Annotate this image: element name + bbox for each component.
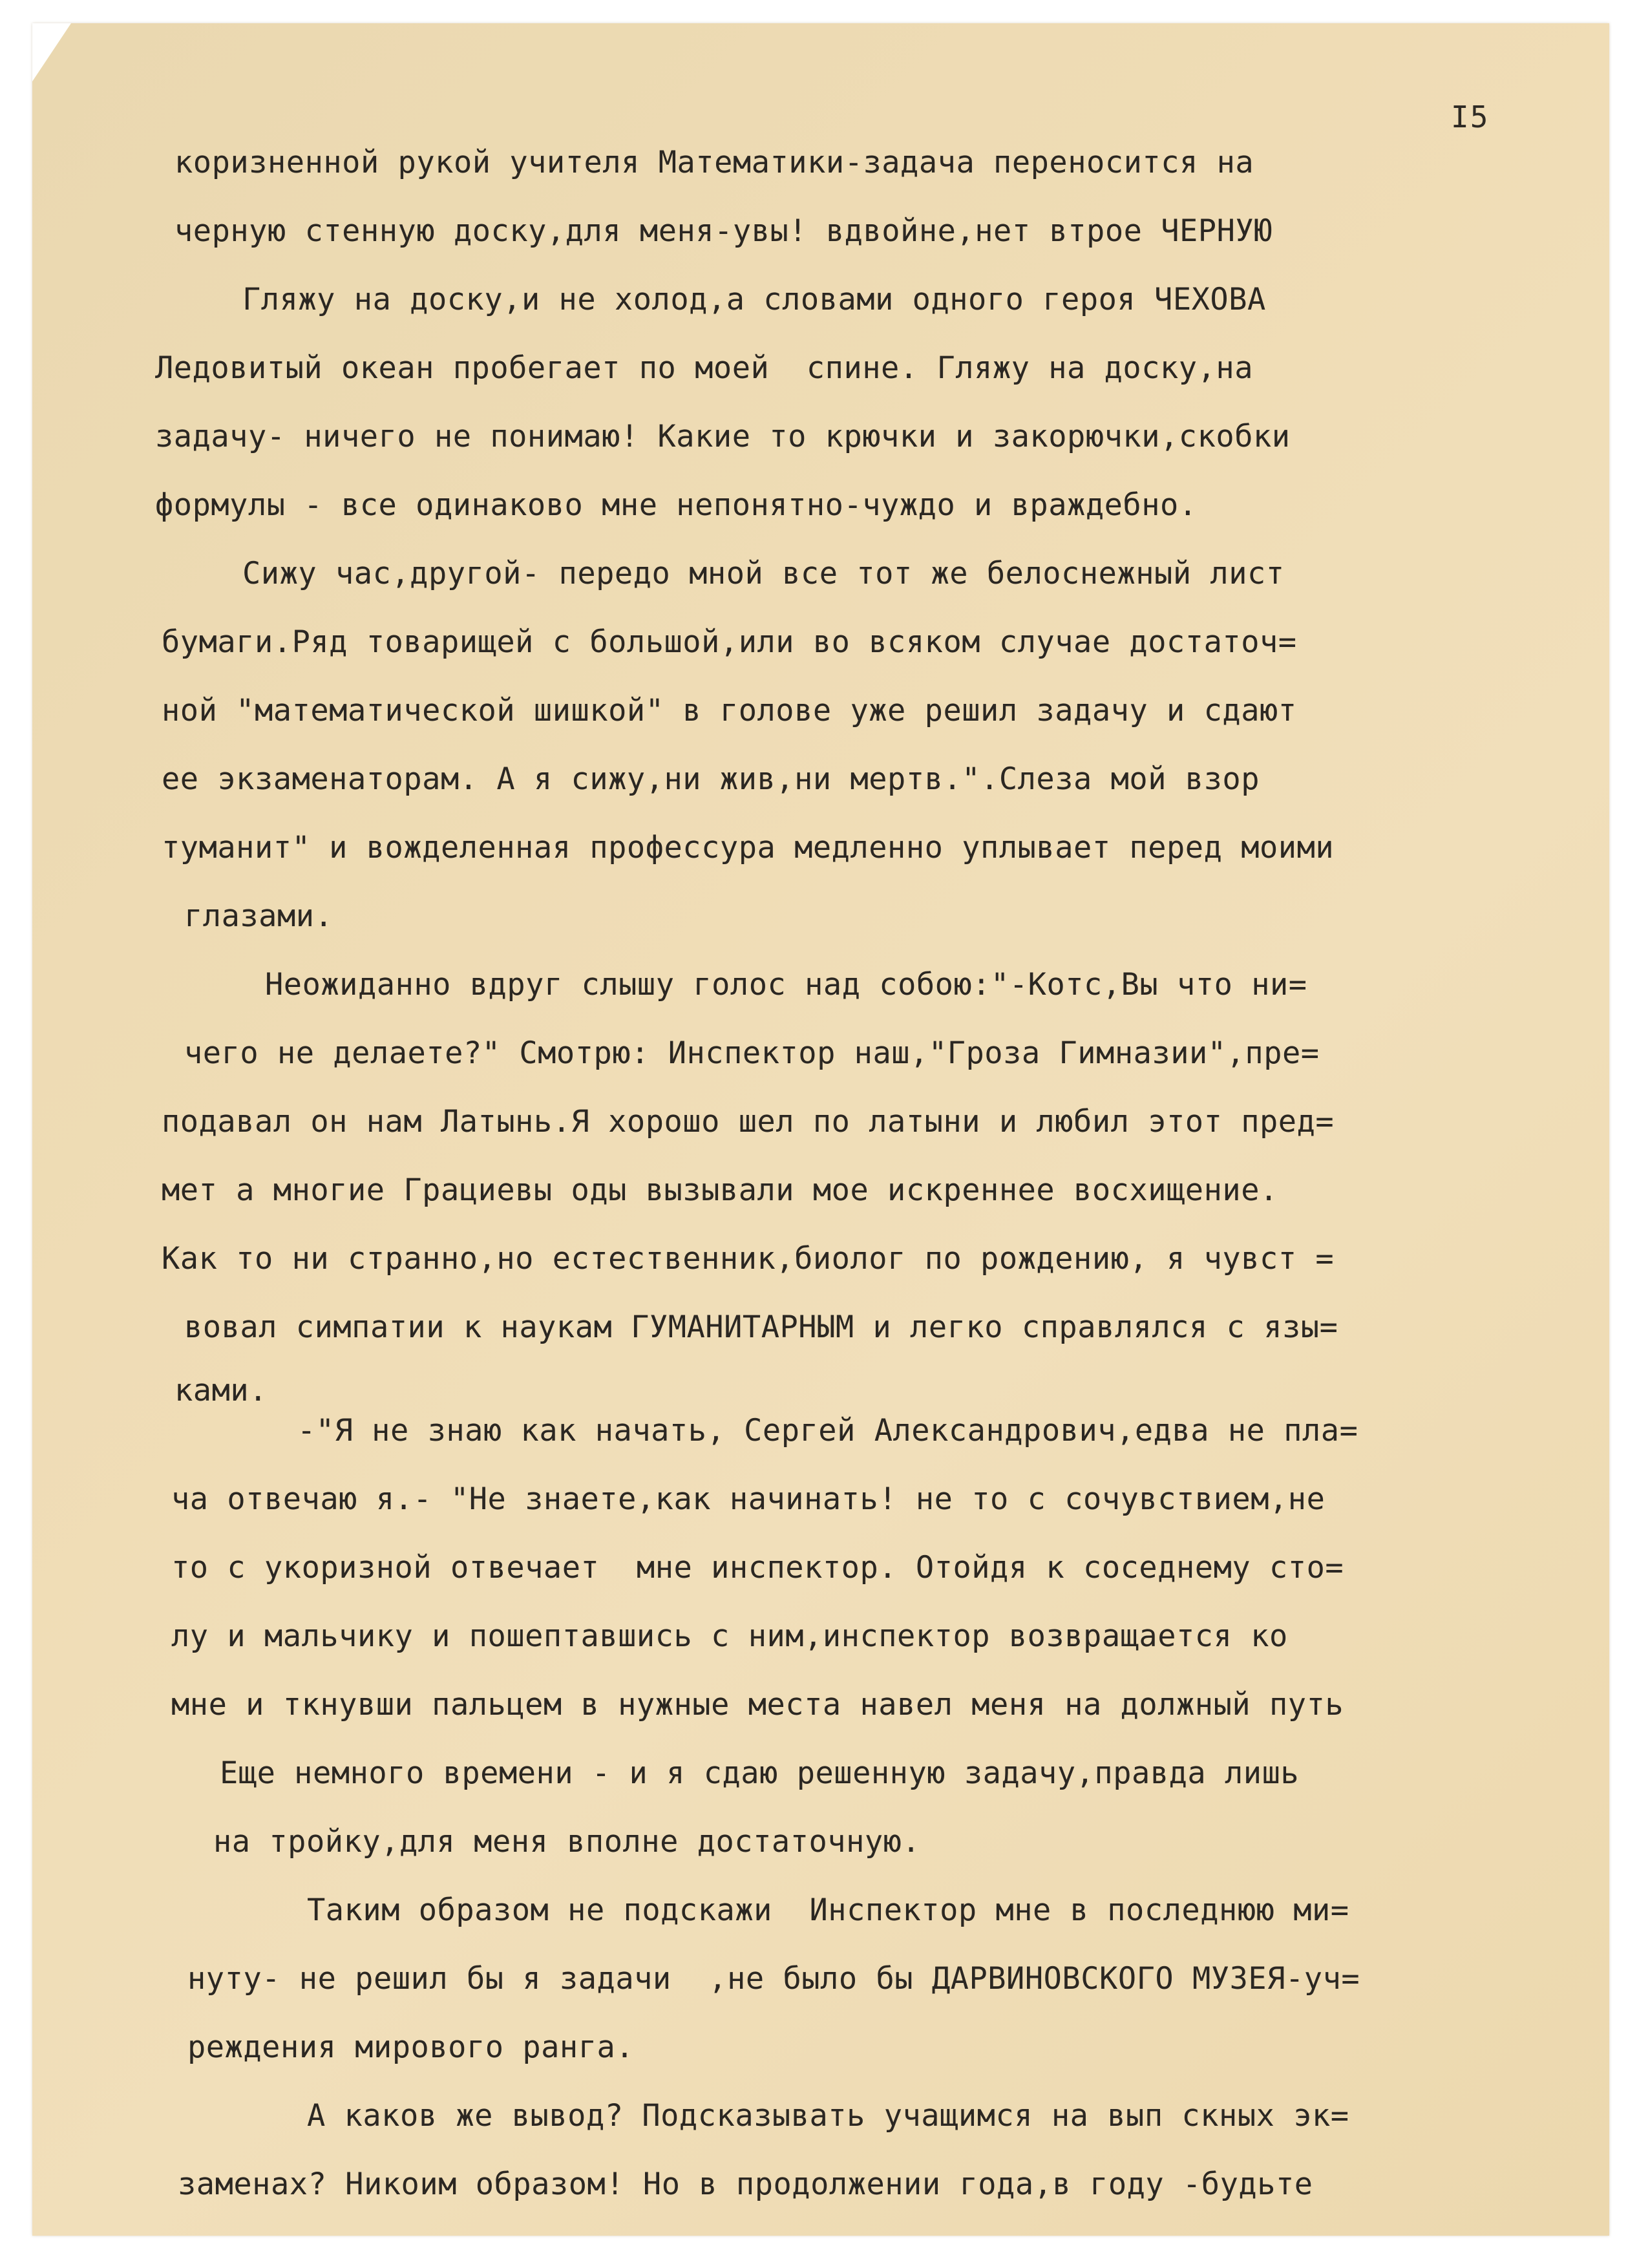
text-line: Гляжу на доску,и не холод,а словами одного героя ЧЕХОВА [242,282,1266,317]
text-line: чего не делаете?" Смотрю: Инспектор наш,"Гроза Гимназии",пре= [184,1035,1320,1071]
text-line: А каков же вывод? Подсказывать учащимся на вып скных эк= [307,2098,1349,2134]
text-line: подавал он нам Латынь.Я хорошо шел по латыни и любил этот пред= [162,1104,1335,1139]
text-line: Еще немного времени - и я сдаю решенную задачу,правда лишь [220,1755,1300,1791]
text-line: ками. [174,1373,268,1408]
text-line: формулы - все одинаково мне непонятно-чуждо и враждебно. [155,487,1198,523]
text-line: Как то ни странно,но естественник,биолог по рождению, я чувст = [162,1241,1335,1277]
text-line: Ледовитый океан пробегает по моей спине. Гляжу на доску,на [155,350,1253,386]
text-line: на тройку,для меня вполне достаточную. [213,1824,921,1860]
text-line: то с укоризной отвечает мне инспектор. Отойдя к соседнему сто= [171,1550,1344,1585]
text-line: -"Я не знаю как начать, Сергей Александрович,едва не пла= [297,1413,1358,1448]
text-line: Сижу час,другой- передо мной все тот же белоснежный лист [242,556,1285,591]
text-line: лу и мальчику и пошептавшись с ним,инспектор возвращается ко [171,1618,1288,1654]
text-line: мет а многие Грациевы оды вызывали мое искреннее восхищение. [162,1172,1278,1208]
typewritten-page [32,23,1609,2236]
text-line: глазами. [184,898,333,934]
page-number: I5 [1451,100,1490,134]
text-line: заменах? Никоим образом! Но в продолжении года,в году -будьте [178,2167,1313,2202]
text-line: коризненной рукой учителя Математики-задача переносится на [174,145,1254,180]
text-line: туманит" и вожделенная профессура медленно уплывает перед моими [162,830,1335,865]
text-line: Таким образом не подскажи Инспектор мне в последнюю ми= [307,1892,1349,1928]
text-line: нуту- не решил бы я задачи ,не было бы ДАРВИНОВСКОГО МУЗЕЯ-уч= [187,1961,1360,1997]
text-line: задачу- ничего не понимаю! Какие то крючки и закорючки,скобки [155,419,1291,454]
text-line: черную стенную доску,для меня-увы! вдвойне,нет втрое ЧЕРНУЮ [174,213,1273,249]
text-line: бумаги.Ряд товарищей с большой,или во всяком случае достаточ= [162,624,1297,660]
text-line: вовал симпатии к наукам ГУМАНИТАРНЫМ и легко справлялся с язы= [184,1309,1338,1345]
text-line: мне и ткнувши пальцем в нужные места навел меня на должный путь [171,1687,1344,1722]
text-line: Неожиданно вдруг слышу голос над собою:"-Котс,Вы что ни= [265,967,1307,1002]
text-line: реждения мирового ранга. [187,2030,635,2065]
text-line: ной "математической шишкой" в голове уже решил задачу и сдают [162,693,1297,728]
text-line: ча отвечаю я.- "Не знаете,как начинать! не то с сочувствием,не [171,1481,1326,1517]
text-line: ее экзаменаторам. А я сижу,ни жив,ни мертв.".Слеза мой взор [162,761,1260,797]
